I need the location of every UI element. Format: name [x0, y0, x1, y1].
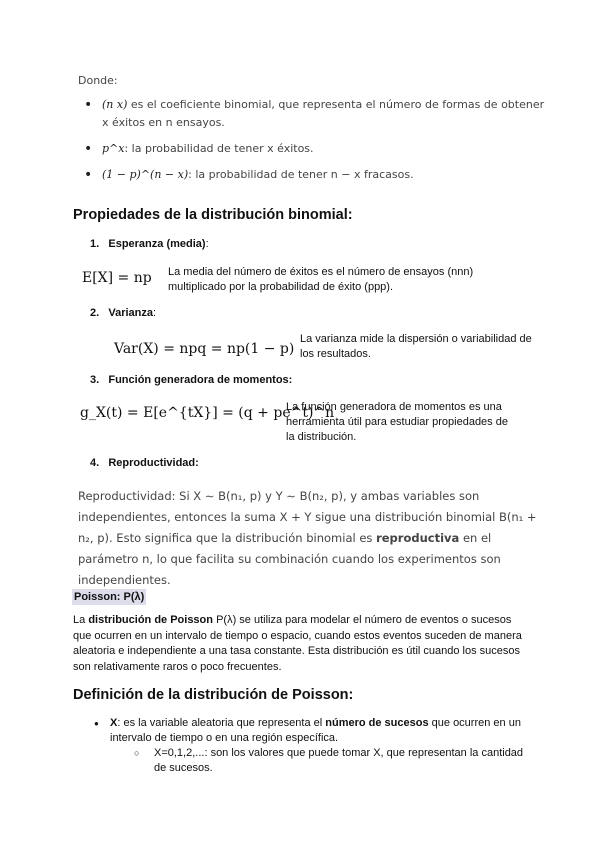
item-number: 2.: [90, 307, 100, 319]
repro-bold: reproductiva: [376, 531, 460, 545]
sub-list-item: [134, 746, 530, 776]
item-number: 1.: [90, 238, 100, 250]
list-item: [78, 140, 548, 158]
formula-expectation: E[X] = np: [82, 270, 152, 286]
list-item-text: : la probabilidad de tener n − x fracasos.: [188, 168, 414, 181]
formula-px: p^x: [102, 142, 125, 155]
list-item: [78, 166, 548, 184]
poisson-heading: [72, 587, 146, 605]
item-label: Varianza: [108, 307, 153, 319]
section-title: Propiedades de la distribución binomial:: [73, 207, 353, 223]
sub-item-text: X=0,1,2,...: son los valores que puede tomar X, que representan la cantidad de sucesos.: [154, 747, 524, 774]
paragraph-text: P(λ) se utiliza para modelar el número de eventos o sucesos que ocurren en un intervalo de tiempo o espacio, cuando estos eventos suceden de manera aleatoria e independiente a una tasa constante. Esta distribución es útil cuando los sucesos son relativamente raros o poco frecuentes.: [73, 614, 522, 673]
repro-text: en el parámetro n, lo que facilita su combinación cuando los experimentos son independientes.: [78, 531, 501, 587]
formula-failures: (1 − p)^(n − x): [102, 168, 189, 181]
item-label: Esperanza (media): [108, 238, 206, 250]
mgf-desc: La función generadora de momentos es una herramienta útil para estudiar propiedades de la distribución.: [286, 401, 508, 443]
numbered-heading: [90, 238, 209, 250]
numbered-heading: [90, 374, 292, 386]
formula-mgf: g_X(t) = E[e^{tX}] = (q + pe^t)^n: [80, 405, 335, 421]
list-item: [78, 96, 548, 132]
poisson-paragraph: [73, 613, 529, 675]
variable-label: X: [110, 717, 118, 729]
item-number: 3.: [90, 374, 100, 386]
expectation-desc: La media del número de éxitos es el número de ensayos (nnn) multiplicado por la probabilidad de éxito (ppp).: [168, 266, 474, 293]
list-item-text: que ocurren en un intervalo de tiempo o en una región específica.: [110, 717, 521, 744]
list-item: [90, 716, 530, 746]
section-title: Definición de la distribución de Poisson:: [73, 687, 354, 703]
donde-label: Donde:: [78, 74, 118, 87]
formula-variance: Var(X) = npq = np(1 − p): [114, 341, 295, 357]
numbered-heading: [90, 307, 156, 319]
list-item-text: : la probabilidad de tener x éxitos.: [124, 142, 314, 155]
repro-text: : Si X ∼ B(n₁, p) y Y ∼ B(n₂, p), y ambas variables son independientes, entonces la suma X + Y sigue una distribución binomial B(n₁ + n₂, p). Esto significa que la distribución binomial es: [78, 489, 537, 545]
variance-desc: La varianza mide la dispersión o variabilidad de los resultados.: [300, 333, 532, 360]
item-suffix: :: [205, 238, 209, 250]
bold-term: número de sucesos: [325, 717, 429, 729]
binomial-coefficient: (n x): [102, 98, 128, 111]
item-suffix: :: [153, 307, 157, 319]
poisson-bold: distribución de Poisson: [88, 614, 213, 626]
item-label: Reproductividad:: [108, 457, 199, 469]
poisson-highlight: Poisson: P(λ): [74, 591, 145, 603]
numbered-heading: [90, 457, 199, 469]
definition-list: [90, 716, 530, 776]
list-item-text: : es la variable aleatoria que representa el: [117, 717, 323, 729]
repro-lead: Reproductividad: [78, 489, 172, 503]
item-number: 4.: [90, 457, 100, 469]
paragraph-text: La: [73, 614, 86, 626]
item-label: Función generadora de momentos:: [108, 374, 293, 386]
reproductividad-paragraph: [78, 486, 554, 591]
intro-list: [78, 96, 548, 192]
list-item-text: es el coeficiente binomial, que representa el número de formas de obtener x éxitos en n ensayos.: [102, 98, 545, 129]
